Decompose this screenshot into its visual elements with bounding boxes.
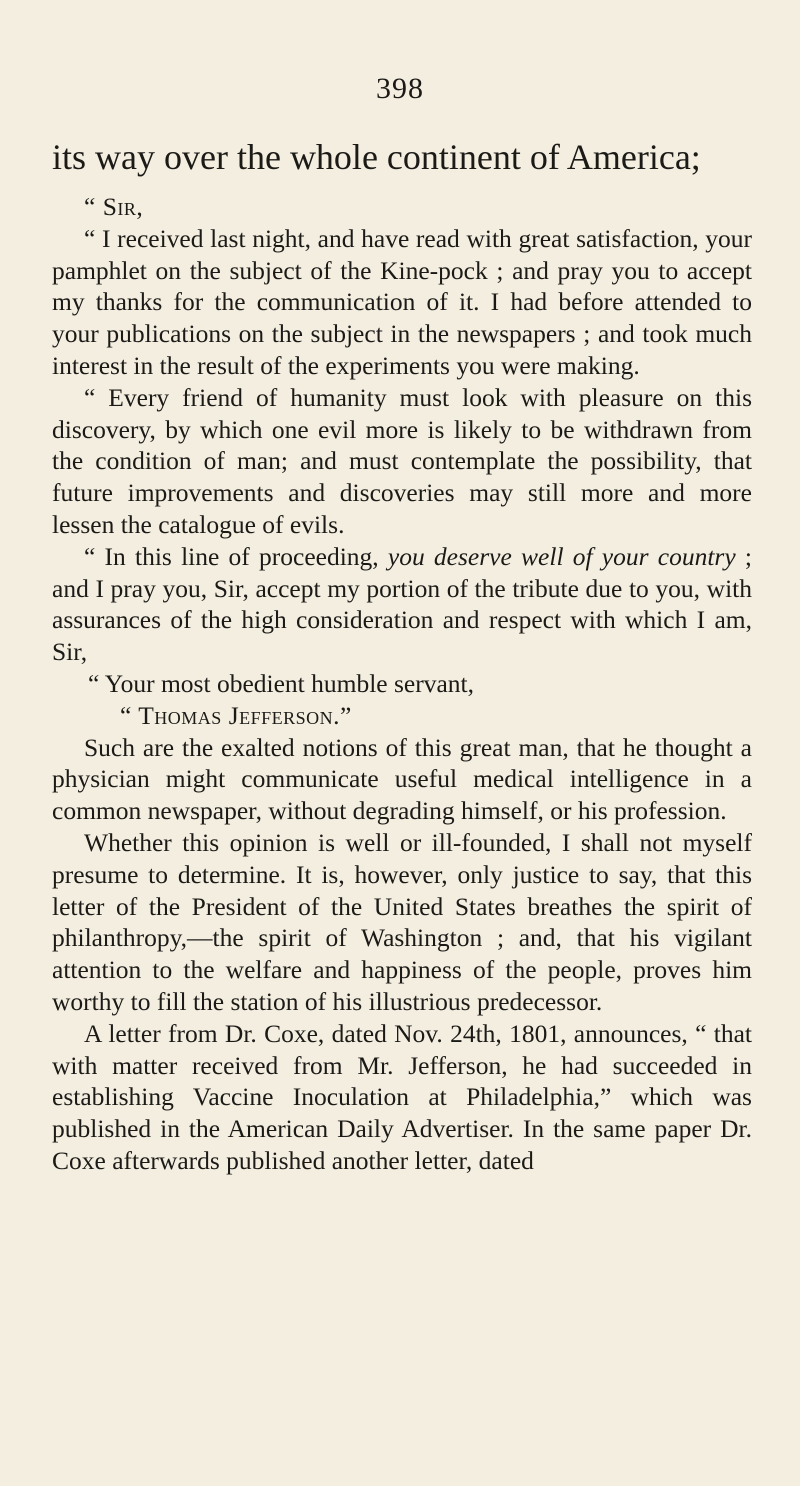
body-paragraph-3: A letter from Dr. Coxe, dated Nov. 24th, 1801, announces, “ that with matter received from Mr. Jefferson, he had succeeded in establishing Vaccine Inoculation at Philadelphia,” which was published in the American Daily Advertiser. In the same paper Dr. Coxe afterwards published another letter, dated [52,1018,752,1175]
body-paragraph-2: Whether this opinion is well or ill-founded, I shall not myself presume to determine. It is, however, only justice to say, that this letter of the President of the United States breathes the spirit of philanthropy,—the spirit of Washington ; and, that his vigilant attention to the welfare and happiness of the people, proves him worthy to fill the station of his illustrious predecessor. [52,827,752,1016]
letter-paragraph-3-start: “ In this line of proceeding, [84,541,388,571]
letter-salutation: “ Sir, [84,192,144,221]
letter-paragraph-2: “ Every friend of humanity must look with pleasure on this discovery, by which one evil more is likely to be withdrawn from the condition of man; and must contemplate the possibility, that future improvements and discoveries may still more and more lessen the catalogue of evils. [52,382,752,539]
page-text [52,135,752,1177]
letter-paragraph-3 [52,541,752,668]
body-paragraph-1: Such are the exalted notions of this great man, that he thought a physician might communicate useful medical intelligence in a common newspaper, without degrading himself, or his profession. [52,732,752,826]
letter-paragraph-1: “ I received last night, and have read with great satisfaction, your pamphlet on the subject of the Kine-pock ; and pray you to accept my thanks for the communication of it. I had before attended to your publications on the subject in the newspapers ; and took much interest in the result of the experiments you were making. [52,223,752,380]
letter-closing: “ Your most obedient humble servant, [88,668,474,698]
page-number: 398 [376,72,424,105]
letter-paragraph-3-emphasis: you deserve well of your country [387,541,736,571]
letter-signature: “ Thomas Jefferson.” [120,700,352,730]
letter-paragraph-3-end: ; and I pray you, Sir, accept my portion of the tribute due to you, with assurances of the high consideration and respect with which I am, Sir, [52,541,752,667]
continued-line: its way over the whole continent of America; [52,137,701,177]
